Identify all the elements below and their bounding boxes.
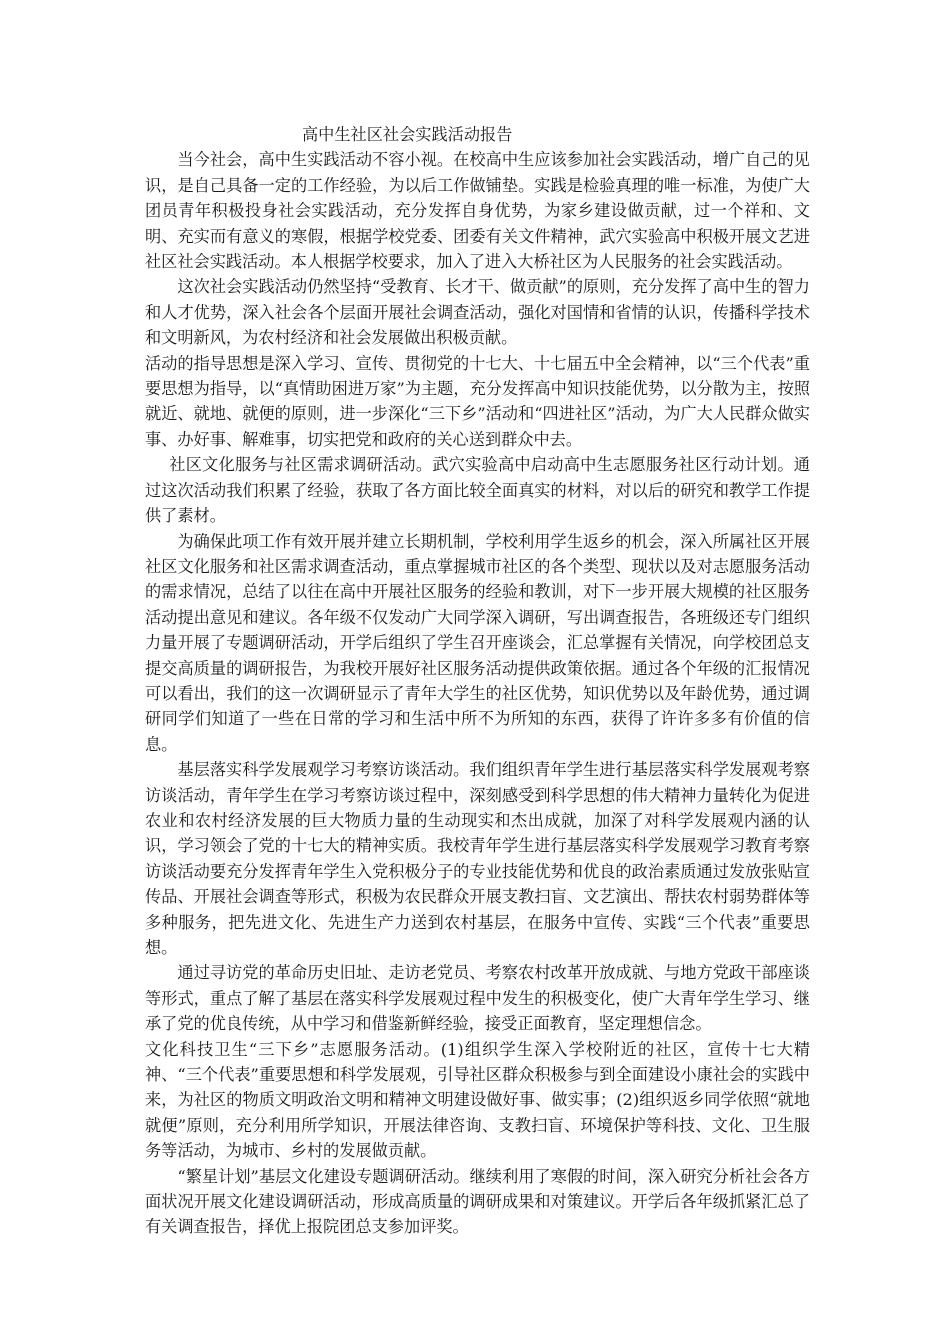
paragraph-intro: 当今社会，高中生实践活动不容小视。在校高中生应该参加社会实践活动，增广自己的见识，是自己具备一定的工作经验，为以后工作做铺垫。实践是检验真理的唯一标准，为使广大团员青年积极投身社会实践活动，充分发挥自身优势，为家乡建设做贡献，过一个祥和、文明、充实而有意义的寒假，根据学校党委、团委有关文件精神，武穴实验高中积极开展文艺进社区社会实践活动。本人根据学校要求，加入了进入大桥社区为人民服务的社会实践活动。 [145, 150, 810, 272]
paragraph-principle: 这次社会实践活动仍然坚持“受教育、长才干、做贡献”的原则，充分发挥了高中生的智力和人才优势，深入社会各个层面开展社会调查活动，强化对国情和省情的认识，传播科学技术和文明新风，为农村经济和社会发展做出积极贡献。 [145, 277, 810, 348]
document-body [145, 122, 810, 1240]
paragraph-three-to-countryside: 文化科技卫生“三下乡”志愿服务活动。(1)组织学生深入学校附近的社区，宣传十七大精神、“三个代表”重要思想和科学发展观，引导社区群众积极参与到全面建设小康社会的实践中来，为社区的物质文明政治文明和精神文明建设做好事、做实事；(2)组织返乡同学依照“就地就便”原则，充分利用所学知识，开展法律咨询、支教扫盲、环境保护等科技、文化、卫生服务等活动，为城市、乡村的发展做贡献。 [145, 1039, 810, 1161]
paragraph-star-plan: “繁星计划”基层文化建设专题调研活动。继续利用了寒假的时间，深入研究分析社会各方面状况开展文化建设调研活动，形成高质量的调研成果和对策建议。开学后各年级抓紧汇总了有关调查报告，择优上报院团总支参加评奖。 [145, 1166, 810, 1237]
paragraph-guiding-thought: 活动的指导思想是深入学习、宣传、贯彻党的十七大、十七届五中全会精神，以“三个代表”重要思想为指导，以“真情助困进万家”为主题，充分发挥高中知识技能优势，以分散为主，按照就近、就地、就便的原则，进一步深化“三下乡”活动和“四进社区”活动，为广大人民群众做实事、办好事、解难事，切实把党和政府的关心送到群众中去。 [145, 353, 810, 449]
paragraph-revolutionary-sites: 通过寻访党的革命历史旧址、走访老党员、考察农村改革开放成就、与地方党政干部座谈等形式，重点了解了基层在落实科学发展观过程中发生的积极变化，使广大青年学生学习、继承了党的优良传统，从中学习和借鉴新鲜经验，接受正面教育，坚定理想信念。 [145, 963, 810, 1034]
paragraph-community-service: 社区文化服务与社区需求调研活动。武穴实验高中启动高中生志愿服务社区行动计划。通过这次活动我们积累了经验，获取了各方面比较全面真实的材料，对以后的研究和教学工作提供了素材。 [145, 455, 810, 526]
paragraph-scientific-development: 基层落实科学发展观学习考察访谈活动。我们组织青年学生进行基层落实科学发展观考察访谈活动，青年学生在学习考察访谈过程中，深刻感受到科学思想的伟大精神力量转化为促进农业和农村经济发展的巨大物质力量的生动现实和杰出成就，加深了对科学发展观内涵的认识，学习领会了党的十七大的精神实质。我校青年学生进行基层落实科学发展观学习教育考察访谈活动要充分发挥青年学生入党积极分子的专业技能优势和优良的政治素质通过发放张贴宣传品、开展社会调查等形式，积极为农民群众开展支教扫盲、文艺演出、帮扶农村弱势群体等多种服务，把先进文化、先进生产力送到农村基层，在服务中宣传、实践“三个代表”重要思想。 [145, 760, 810, 957]
paragraph-mechanism: 为确保此项工作有效开展并建立长期机制，学校利用学生返乡的机会，深入所属社区开展社区文化服务和社区需求调查活动，重点掌握城市社区的各个类型、现状以及对志愿服务活动的需求情况，总结了以往在高中开展社区服务的经验和教训，对下一步开展大规模的社区服务活动提出意见和建议。各年级不仅发动广大同学深入调研，写出调查报告，各班级还专门组织力量开展了专题调研活动，开学后组织了学生召开座谈会，汇总掌握有关情况，向学校团总支提交高质量的调研报告，为我校开展好社区服务活动提供政策依据。通过各个年级的汇报情况可以看出，我们的这一次调研显示了青年大学生的社区优势，知识优势以及年龄优势，通过调研同学们知道了一些在日常的学习和生活中所不为所知的东西，获得了许许多多有价值的信息。 [145, 531, 810, 754]
document-title: 高中生社区社会实践活动报告 [302, 125, 513, 144]
